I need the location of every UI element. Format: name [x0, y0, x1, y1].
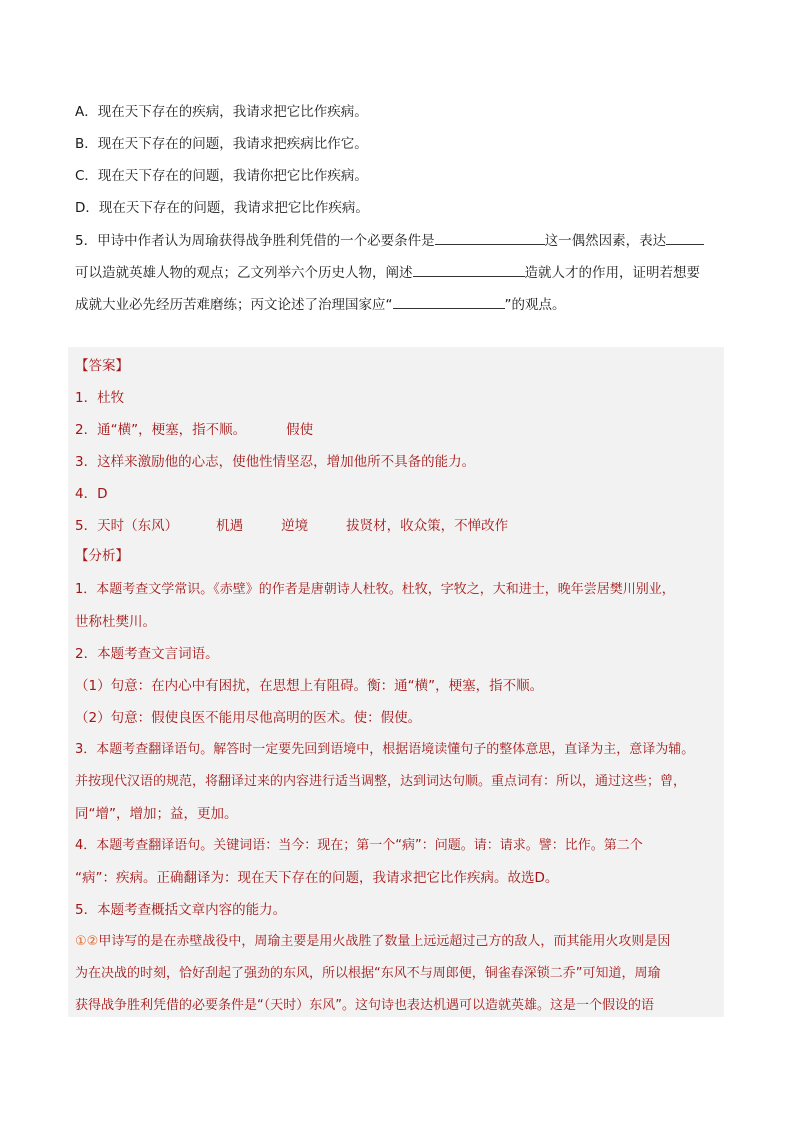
- option-a: A．现在天下存在的疾病，我请求把它比作疾病。: [75, 104, 368, 120]
- question-5-text: 造就人才的作用，证明若想要: [524, 265, 700, 281]
- analysis-1-line-2: 世称杜樊川。: [75, 614, 156, 630]
- answer-5-item: 逆境: [281, 518, 309, 534]
- answer-5-item: 5．天时（东风）: [75, 518, 179, 534]
- analysis-4-line-2: “病”：疾病。正确翻译为：现在天下存在的问题，我请求把它比作疾病。故选D。: [75, 870, 559, 886]
- analysis-5-line-2: 为在决战的时刻，恰好刮起了强劲的东风，所以根据“东风不与周郎便，铜雀春深锁二乔”可知道，周瑜: [75, 966, 661, 981]
- analysis-5-line-3: 获得战争胜利凭借的必要条件是“（天时）东风”。这句诗也表达机遇可以造就英雄。这是一个假设的语: [75, 998, 654, 1013]
- answer-blank: [666, 230, 704, 245]
- answer-5-item: 拔贤材，收众策，不惮改作: [346, 518, 509, 534]
- analysis-3-line-2: 并按现代汉语的规范，将翻译过来的内容进行适当调整，达到词达句顺。重点词有：所以，通过这些；曾，: [75, 774, 687, 789]
- answer-5-item: 机遇: [216, 518, 244, 534]
- option-d: D．现在天下存在的问题，我请求把它比作疾病。: [75, 200, 369, 216]
- answer-5: [75, 516, 508, 536]
- analysis-2-2: （2）句意：假使良医不能用尽他高明的医术。使：假使。: [75, 710, 422, 726]
- question-5-line-1: [75, 230, 704, 251]
- answer-3: 3．这样来激励他的心志，使他性情坚忍，增加他所不具备的能力。: [75, 454, 476, 470]
- analysis-5-text: 甲诗写的是在赤壁战役中，周瑜主要是用火战胜了数量上远远超过己方的敌人，而其能用火攻则是因: [98, 934, 671, 949]
- analysis-3-line-1: 3．本题考查翻译语句。解答时一定要先回到语境中，根据语境读懂句子的整体意思，直译为主，意译为辅。: [75, 742, 695, 757]
- question-5-text: 5．甲诗中作者认为周瑜获得战争胜利凭借的一个必要条件是: [75, 233, 435, 249]
- question-5-text: 这一偶然因素，表达: [544, 233, 667, 249]
- answer-2: [75, 420, 313, 440]
- analysis-5-line-1: [75, 932, 670, 952]
- answer-heading: 【答案】: [75, 358, 129, 374]
- answer-2-part: 假使: [286, 422, 314, 438]
- question-5-line-3: [75, 294, 566, 315]
- analysis-1-line-1: 1．本题考查文学常识。《赤壁》的作者是唐朝诗人杜牧。杜牧，字牧之，大和进士，晚年尝居樊川别业，: [75, 582, 675, 597]
- option-b: B．现在天下存在的问题，我请求把疾病比作它。: [75, 136, 368, 152]
- answer-blank: [435, 230, 545, 245]
- analysis-4-line-1: 4．本题考查翻译语句。关键词语：当今：现在；第一个“病”：问题。请：请求。譬：比作。第二个: [75, 838, 643, 853]
- question-5-text: 可以造就英雄人物的观点；乙文列举六个历史人物，阐述: [75, 265, 413, 281]
- question-5-text: ”的观点。: [504, 297, 566, 313]
- answer-blank: [393, 294, 505, 309]
- question-5-text: 成就大业必先经历苦难磨练；丙文论述了治理国家应“: [75, 297, 393, 313]
- answer-4: 4．D: [75, 486, 108, 502]
- option-c: C．现在天下存在的问题，我请你把它比作疾病。: [75, 168, 368, 184]
- analysis-heading: 【分析】: [75, 548, 129, 564]
- circled-number-marker: ①②: [75, 934, 99, 949]
- analysis-3-line-3: 同“增”，增加；益，更加。: [75, 806, 238, 822]
- question-5-line-2: [75, 262, 700, 283]
- analysis-5: 5．本题考查概括文章内容的能力。: [75, 902, 287, 918]
- analysis-2: 2．本题考查文言词语。: [75, 646, 219, 662]
- analysis-2-1: （1）句意：在内心中有困扰，在思想上有阻碍。衡：通“横”，梗塞，指不顺。: [75, 678, 544, 694]
- answer-blank: [413, 262, 525, 277]
- answer-2-part: 2．通“横”，梗塞，指不顺。: [75, 422, 247, 438]
- answer-1: 1．杜牧: [75, 390, 125, 406]
